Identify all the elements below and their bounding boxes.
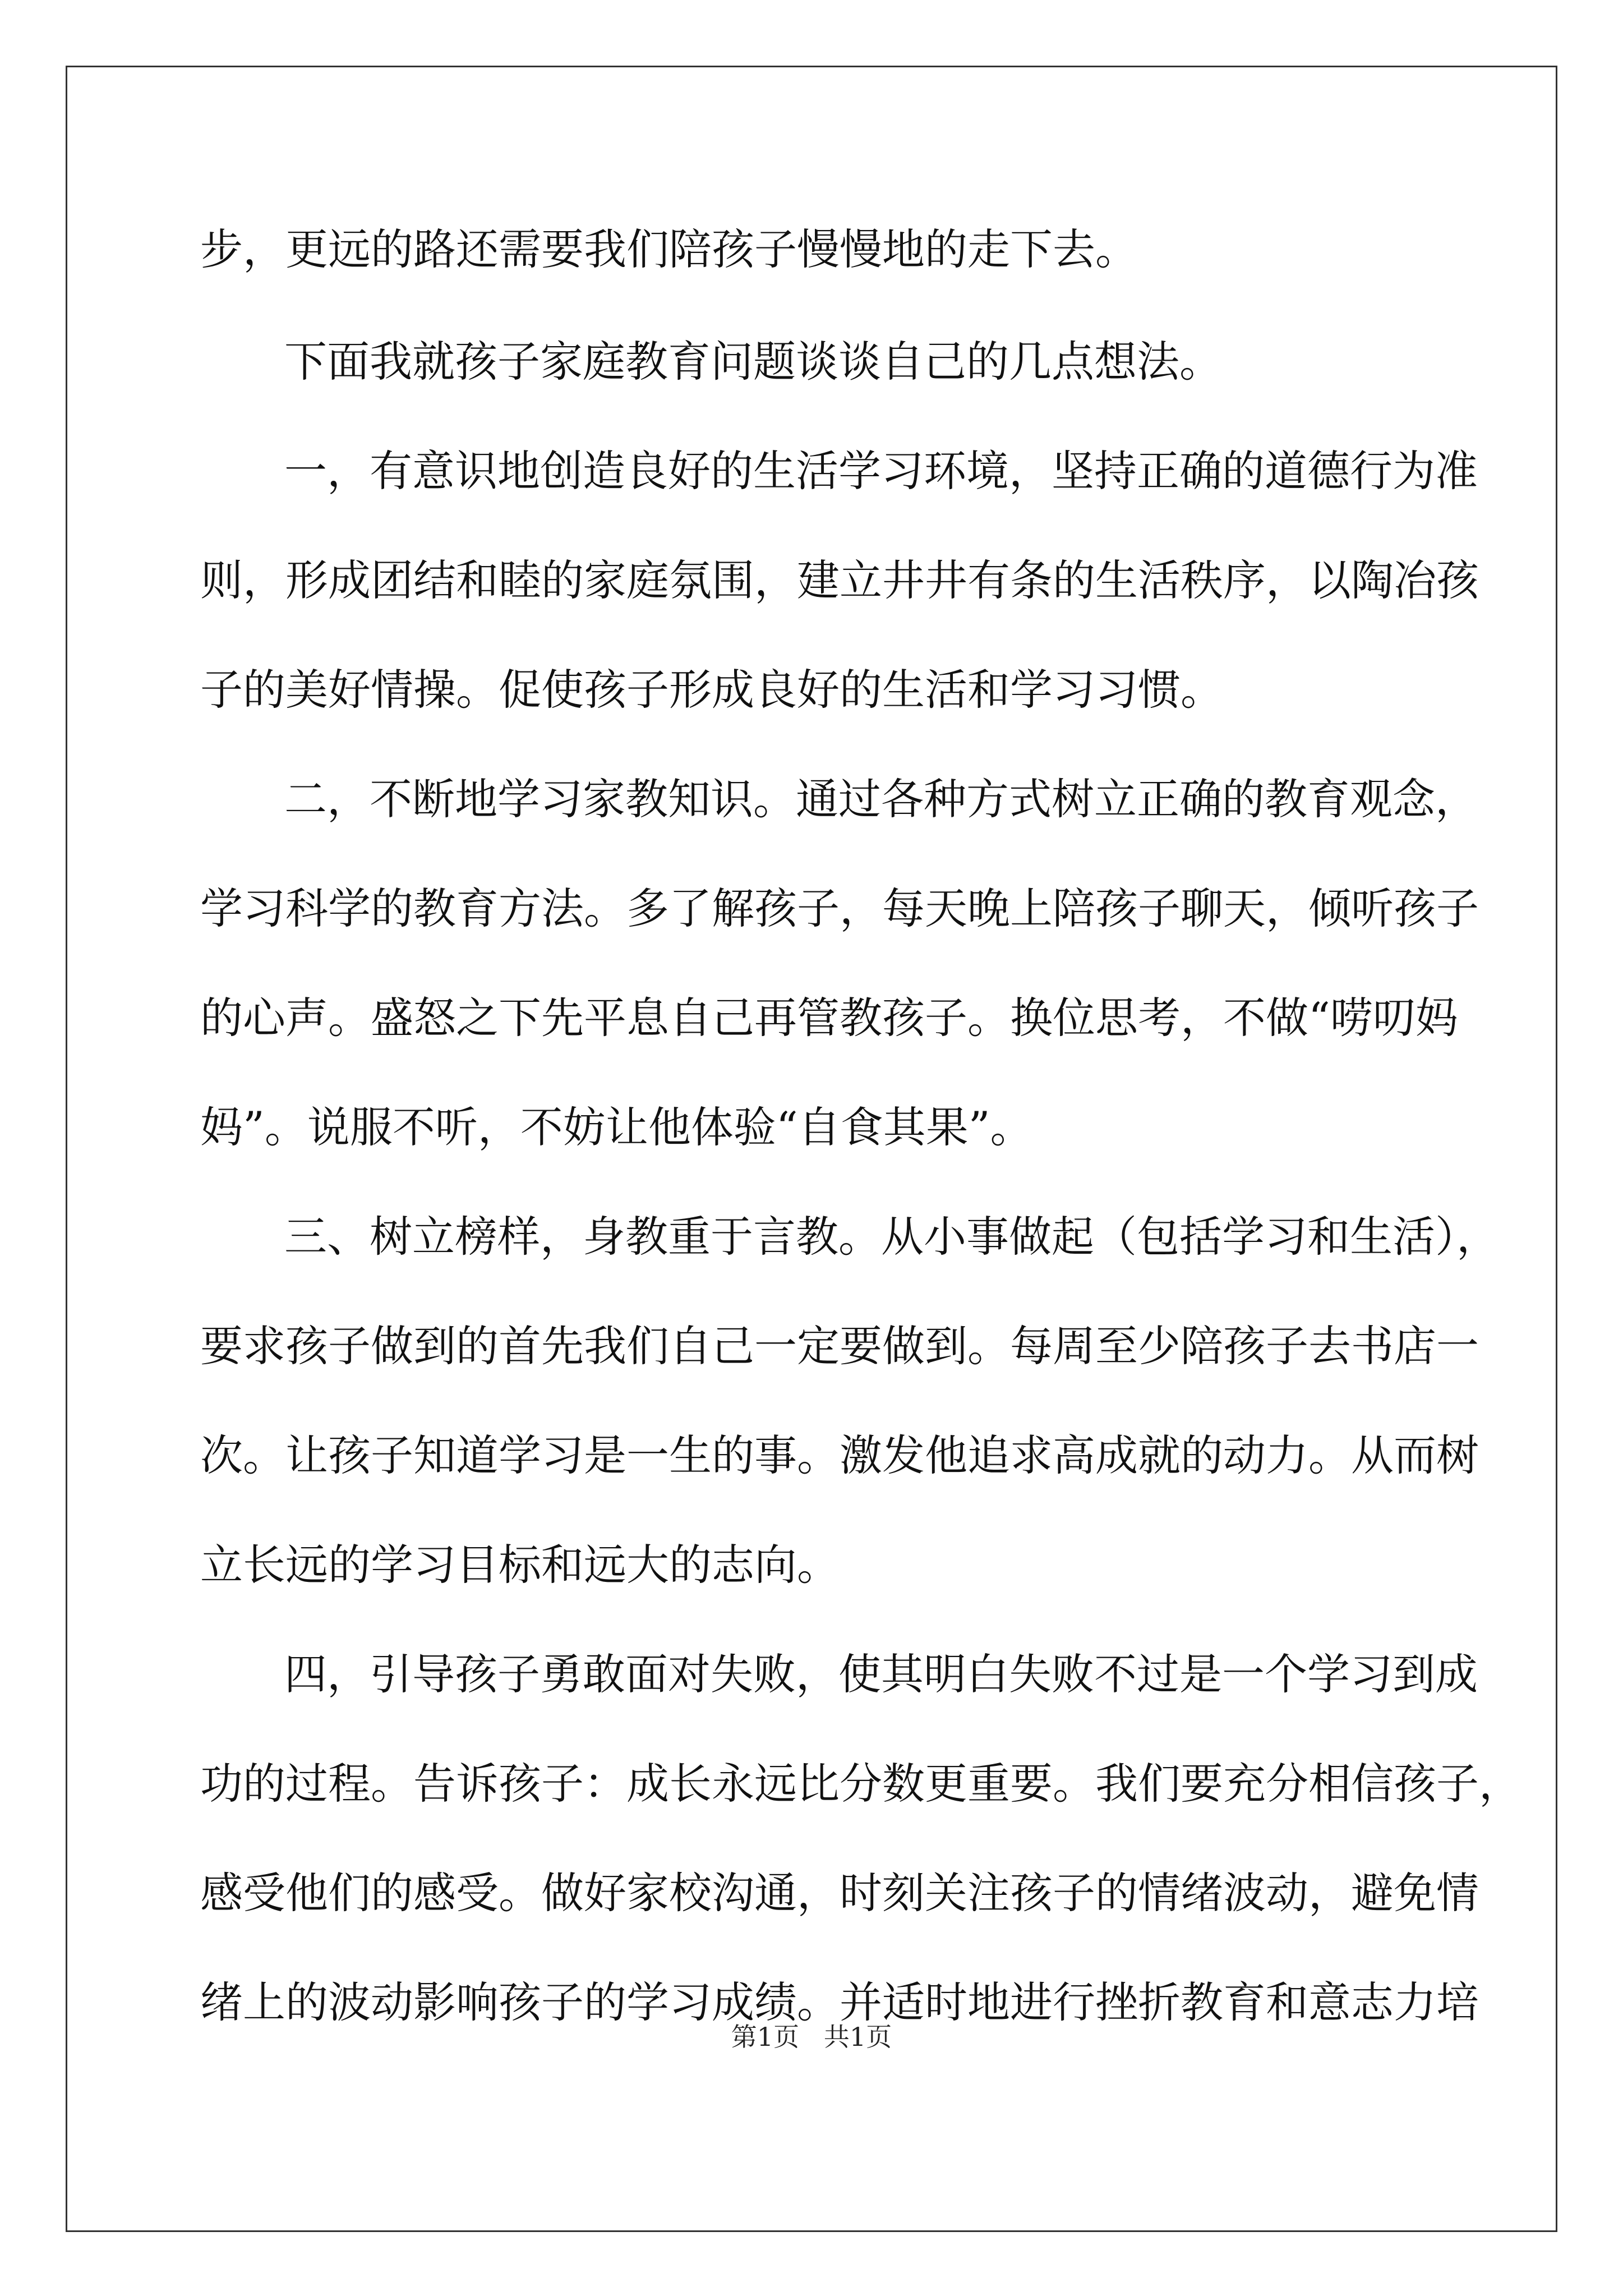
page-number-footer: 第1页 共1页 [731, 2022, 892, 2052]
text-line: 步，更远的路还需要我们陪孩子慢慢地的走下去。 [200, 224, 1138, 274]
text-line: 子的美好情操。促使孩子形成良好的生活和学习习惯。 [200, 665, 1223, 715]
text-line: 妈”。说服不听，不妨让他体验“自食其果”。 [200, 1102, 1033, 1152]
text-line: 绪上的波动影响孩子的学习成绩。并适时地进行挫折教育和意志力培 [200, 1977, 1479, 2027]
text-line: 要求孩子做到的首先我们自己一定要做到。每周至少陪孩子去书店一 [200, 1321, 1479, 1371]
text-line: 感受他们的感受。做好家校沟通，时刻关注孩子的情绪波动，避免情 [200, 1868, 1479, 1918]
text-line: 下面我就孩子家庭教育问题谈谈自己的几点想法。 [284, 337, 1222, 386]
text-line: 一，有意识地创造良好的生活学习环境，坚持正确的道德行为准 [284, 446, 1478, 496]
text-line: 次。让孩子知道学习是一生的事。激发他追求高成就的动力。从而树 [200, 1430, 1479, 1480]
text-line: 四，引导孩子勇敢面对失败，使其明白失败不过是一个学习到成 [284, 1649, 1478, 1699]
text-line: 立长远的学习目标和远大的志向。 [200, 1540, 840, 1590]
text-line: 三、树立榜样，身教重于言教。从小事做起（包括学习和生活）， [284, 1212, 1499, 1262]
text-line: 学习科学的教育方法。多了解孩子，每天晚上陪孩子聊天，倾听孩子 [200, 884, 1479, 933]
text-line: 的心声。盛怒之下先平息自己再管教孩子。换位思考，不做“唠叨妈 [200, 993, 1458, 1043]
text-line: 则，形成团结和睦的家庭氛围，建立井井有条的生活秩序，以陶冶孩 [200, 555, 1479, 605]
text-line: 二，不断地学习家教知识。通过各种方式树立正确的教育观念， [284, 774, 1478, 824]
text-line: 功的过程。告诉孩子：成长永远比分数更重要。我们要充分相信孩子， [200, 1759, 1521, 1809]
